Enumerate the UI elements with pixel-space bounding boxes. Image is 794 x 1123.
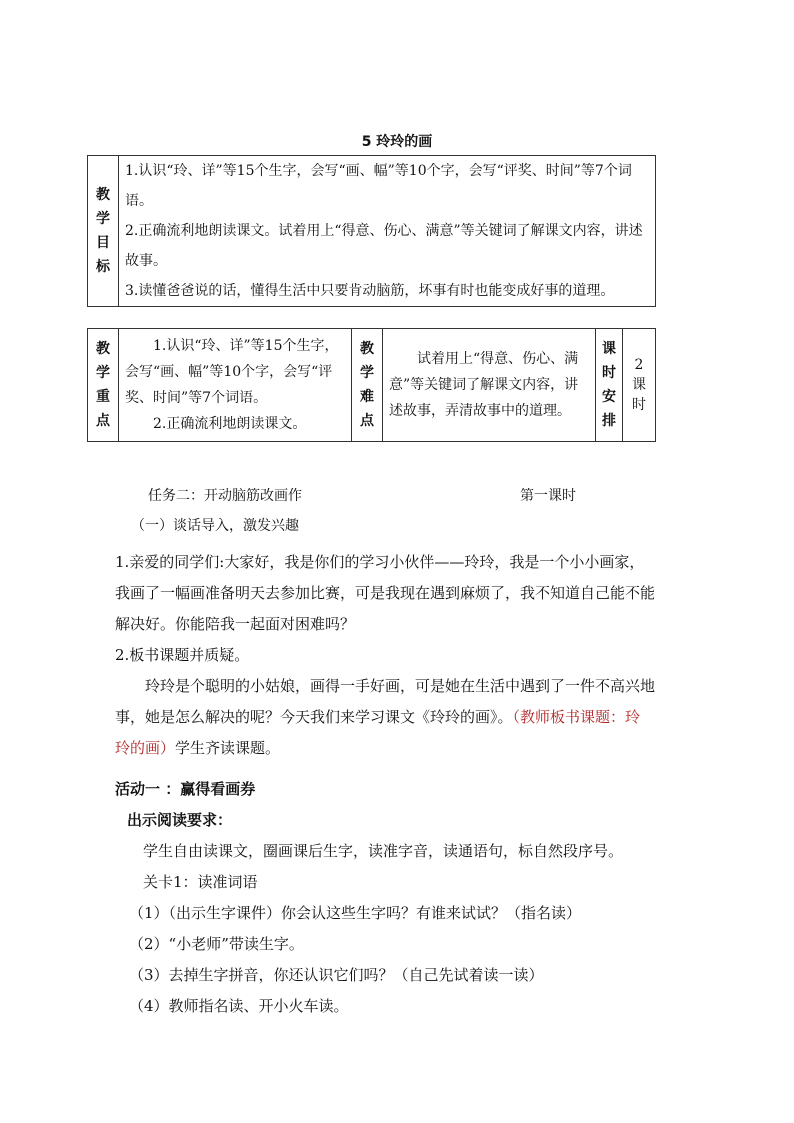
key-point-item: 2.正确流利地朗读课文。 bbox=[153, 416, 307, 432]
lesson-title: 5 玲玲的画 bbox=[361, 134, 433, 150]
paragraph: 2.板书课题并质疑。 bbox=[115, 646, 250, 664]
step-item: （2）“小老师”带读生字。 bbox=[129, 935, 304, 953]
step-item: （1）（出示生字课件）你会认这些生字吗？有谁来试试？（指名读） bbox=[129, 904, 582, 922]
schedule-value: 2 课 时 bbox=[623, 329, 656, 442]
step-item: （4）教师指名读、开小火车读。 bbox=[129, 997, 349, 1015]
body-content bbox=[115, 547, 655, 1022]
goals-label: 教 学 目 标 bbox=[88, 156, 119, 307]
difficulty-content bbox=[383, 329, 596, 442]
goal-item: 3.读懂爸爸说的话，懂得生活中只要肯动脑筋，坏事有时也能变成好事的道理。 bbox=[125, 283, 615, 299]
paragraph: 1.亲爱的同学们:大家好，我是你们的学习小伙伴——玲玲，我是一个小小画家，我画了一幅画准备明天去参加比赛，可是我现在遇到麻烦了，我不知道自己能不能解决好。你能陪我一起面对困难吗？ bbox=[115, 553, 656, 633]
schedule-label: 课 时 安 排 bbox=[596, 329, 623, 442]
points-table bbox=[87, 328, 656, 442]
teacher-note: （教师板书课题：玲玲的画） bbox=[115, 708, 641, 757]
goals-content bbox=[119, 156, 656, 307]
difficulty-text: 试着用上“得意、伤心、满意”等关键词了解课文内容，讲述故事，弄清故事中的道理。 bbox=[389, 351, 579, 419]
read-requirement-heading: 出示阅读要求： bbox=[127, 811, 233, 829]
key-points-content bbox=[119, 329, 352, 442]
task-title: 任务二：开动脑筋改画作 bbox=[148, 488, 302, 504]
read-requirement-text: 学生自由读课文，圈画课后生字，读准字音，读通语句，标自然段序号。 bbox=[143, 842, 624, 860]
activity-heading: 活动一 ：赢得看画券 bbox=[115, 780, 256, 798]
goals-table bbox=[87, 155, 656, 307]
goal-item: 1.认识“玲、详”等15个生字，会写“画、幅”等10个字，会写“评奖、时间”等7个词语。 bbox=[125, 163, 632, 209]
key-point-item: 1.认识“玲、详”等15个生字，会写“画、幅”等10个字，会写“评奖、时间”等7个词语。 bbox=[125, 338, 339, 406]
lesson-period: 第一课时 bbox=[520, 488, 576, 504]
paragraph: 玲玲是个聪明的小姑娘，画得一手好画，可是她在生活中遇到了一件不高兴地事，她是怎么解决的呢？今天我们来学习课文《玲玲的画》。（教师板书课题：玲玲的画）学生齐读课题。 bbox=[115, 677, 656, 757]
level-heading: 关卡1：读准词语 bbox=[143, 873, 258, 891]
section-heading: （一）谈话导入，激发兴趣 bbox=[131, 518, 299, 534]
goal-item: 2.正确流利地朗读课文。试着用上“得意、伤心、满意”等关键词了解课文内容，讲述故事。 bbox=[125, 223, 643, 269]
difficulty-label: 教 学 难 点 bbox=[352, 329, 383, 442]
key-points-label: 教 学 重 点 bbox=[88, 329, 119, 442]
step-item: （3）去掉生字拼音，你还认识它们吗？（自己先试着读一读） bbox=[129, 966, 544, 984]
